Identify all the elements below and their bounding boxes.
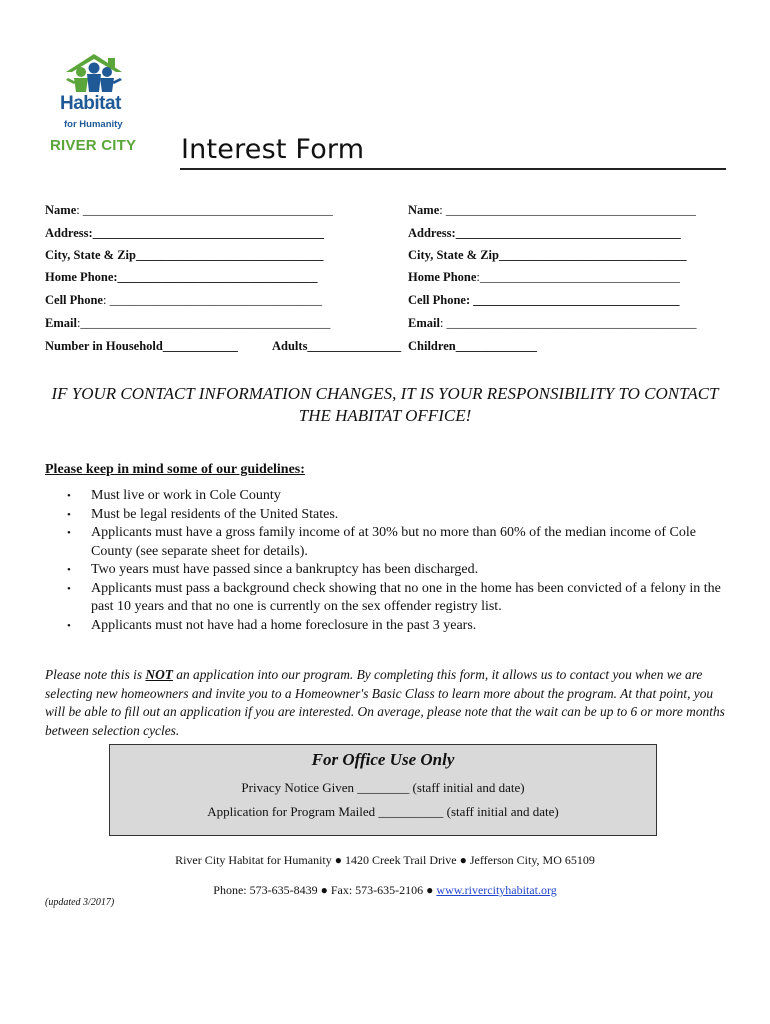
left-name-label: Name xyxy=(45,203,77,217)
office-use-title: For Office Use Only xyxy=(311,750,455,769)
list-item: • Applicants must have a gross family income of at 30% but no more than 60% of the median income of Cole County (see separate sheet for details). xyxy=(67,525,696,559)
footer-contact xyxy=(0,883,770,898)
right-home-phone-label: Home Phone xyxy=(408,270,477,284)
note-not-emphasis: NOT xyxy=(145,667,173,682)
bullet-icon: • xyxy=(67,527,71,539)
left-email-label: Email xyxy=(45,316,77,330)
left-city-field[interactable]: City, State & Zip______________________________ xyxy=(45,248,324,262)
application-mailed-line: Application for Program Mailed __________ (staff initial and date) xyxy=(207,804,559,819)
household-field[interactable]: Number in Household____________ xyxy=(45,339,238,353)
form-title: Interest Form xyxy=(181,134,365,165)
privacy-notice-line: Privacy Notice Given ________ (staff initial and date) xyxy=(241,780,525,795)
right-address-field[interactable]: Address:____________________________________ xyxy=(408,226,681,240)
guidelines-list xyxy=(45,487,735,635)
right-email-field[interactable] xyxy=(408,316,697,331)
website-link[interactable]: www.rivercityhabitat.org xyxy=(436,883,557,897)
left-email-field[interactable] xyxy=(45,316,330,331)
left-name-blank: : ________________________________________ xyxy=(76,203,333,217)
right-name-field[interactable] xyxy=(408,203,696,218)
right-name-label: Name xyxy=(408,203,440,217)
adults-field[interactable]: Adults_______________ xyxy=(272,339,402,353)
right-email-blank: : ________________________________________ xyxy=(439,316,697,330)
logo-habitat-text: Habitat xyxy=(60,93,121,114)
list-item: • Applicants must not have had a home foreclosure in the past 3 years. xyxy=(45,617,735,636)
right-city-field[interactable]: City, State & Zip______________________________ xyxy=(408,248,687,262)
list-item: • Must be legal residents of the United States. xyxy=(45,506,735,525)
list-item: • Applicants must pass a background check showing that no one in the home has been convicted of a felony in the past 10 years and that no one is currently on the sex offender registry list. xyxy=(67,580,721,614)
left-email-blank: :________________________________________ xyxy=(76,316,331,330)
footer-phone-fax: Phone: 573-635-8439 ● Fax: 573-635-2106 ● xyxy=(213,883,437,897)
children-field[interactable]: Children_____________ xyxy=(408,339,537,353)
logo-for-humanity-text: for Humanity xyxy=(64,119,123,130)
right-email-label: Email xyxy=(408,316,440,330)
right-name-blank: : ________________________________________ xyxy=(439,203,696,217)
right-home-phone-field[interactable] xyxy=(408,270,680,285)
guidelines-heading: Please keep in mind some of our guidelines: xyxy=(45,462,305,477)
logo-river-city-text: RIVER CITY xyxy=(50,137,137,154)
left-address-field[interactable]: Address:_____________________________________ xyxy=(45,226,324,240)
left-cell-phone-field[interactable] xyxy=(45,293,322,308)
list-item: • Must live or work in Cole County xyxy=(45,487,735,506)
application-note: Please note this is NOT an application into our program. By completing this form, it allows us to contact you when we are selecting new homeowners and invite you to a Homeowner's Basic Class to learn more about the program. At that point, you will be able to fill out an application if you are interested. On average, please note that the wait can be up to 6 or more months between selection cycles. xyxy=(45,667,725,738)
left-home-phone-field[interactable]: Home Phone:________________________________ xyxy=(45,270,318,284)
list-item: • Two years must have passed since a bankruptcy has been discharged. xyxy=(45,561,735,580)
bullet-icon: • xyxy=(67,564,71,576)
contact-change-warning: IF YOUR CONTACT INFORMATION CHANGES, IT IS YOUR RESPONSIBILITY TO CONTACT THE HABITAT OFFICE! xyxy=(51,384,719,425)
left-name-field[interactable] xyxy=(45,203,333,218)
bullet-icon: • xyxy=(67,490,71,502)
left-cell-phone-blank: : __________________________________ xyxy=(102,293,323,307)
updated-date: (updated 3/2017) xyxy=(45,897,115,908)
bullet-icon: • xyxy=(67,582,71,595)
left-cell-phone-label: Cell Phone xyxy=(45,293,103,307)
title-divider xyxy=(180,168,726,170)
bullet-icon: • xyxy=(67,619,71,632)
right-cell-phone-field[interactable]: Cell Phone: _________________________________ xyxy=(408,293,680,307)
footer-address: River City Habitat for Humanity ● 1420 Creek Trail Drive ● Jefferson City, MO 65109 xyxy=(175,853,595,867)
bullet-icon: • xyxy=(67,508,71,521)
right-home-phone-blank: :________________________________ xyxy=(476,270,680,284)
